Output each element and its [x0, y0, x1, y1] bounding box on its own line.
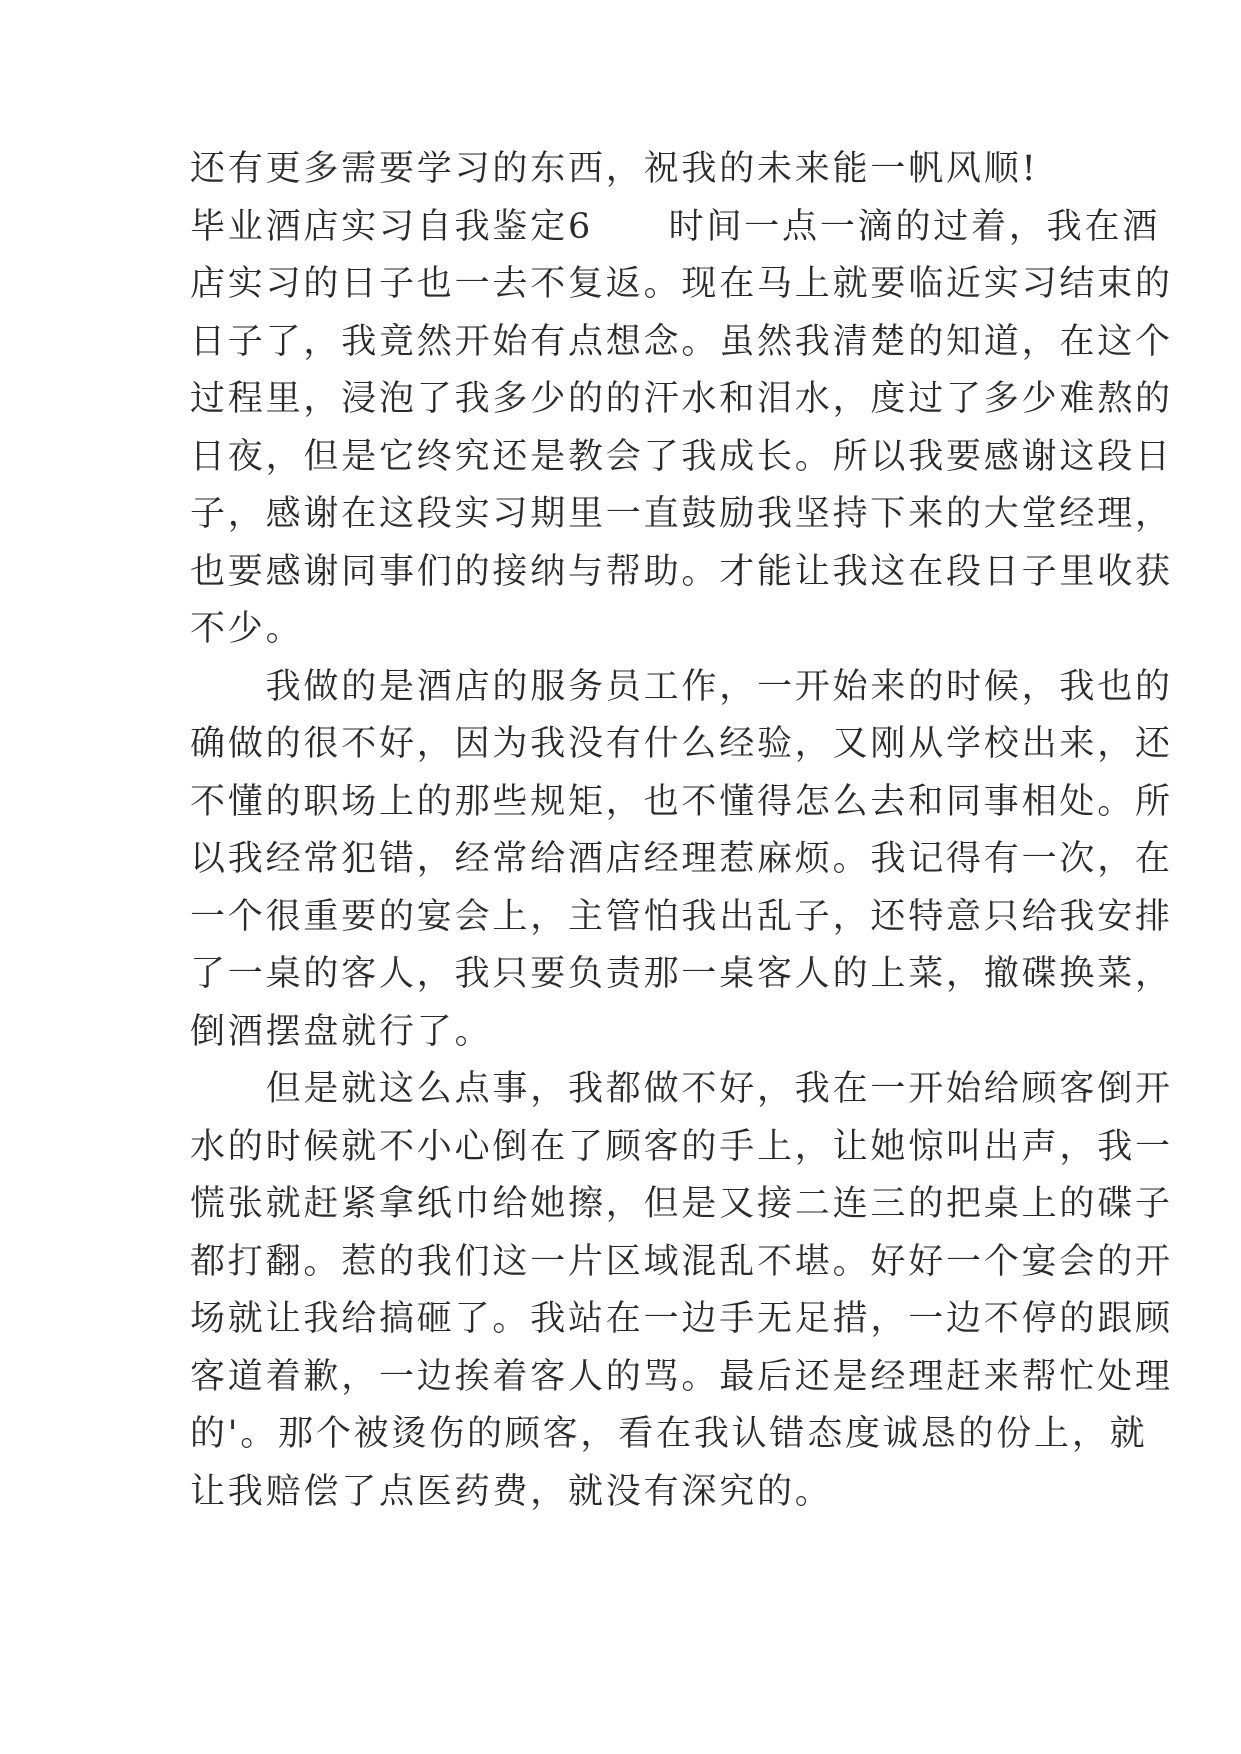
text-line: 场就让我给搞砸了。我站在一边手无足措，一边不停的跟顾 — [190, 1299, 1173, 1339]
text-line: 日子了，我竟然开始有点想念。虽然我清楚的知道，在这个 — [190, 322, 1173, 362]
text-line: 水的时候就不小心倒在了顾客的手上，让她惊叫出声，我一 — [190, 1127, 1173, 1167]
text-line: 慌张就赶紧拿纸巾给她擦，但是又接二连三的把桌上的碟子 — [190, 1184, 1173, 1224]
text-line: 也要感谢同事们的接纳与帮助。才能让我这在段日子里收获 — [190, 552, 1173, 592]
text-line: 不少。 — [190, 609, 304, 649]
text-line: 不懂的职场上的那些规矩，也不懂得怎么去和同事相处。所 — [190, 782, 1173, 822]
text-line: 但是就这么点事，我都做不好，我在一开始给顾客倒开 — [190, 1069, 1173, 1109]
text-line: 过程里，浸泡了我多少的的汗水和泪水，度过了多少难熬的 — [190, 379, 1173, 419]
text-line: 的'。那个被烫伤的顾客，看在我认错态度诚恳的份上，就 — [190, 1414, 1148, 1454]
text-line: 都打翻。惹的我们这一片区域混乱不堪。好好一个宴会的开 — [190, 1242, 1173, 1282]
text-line: 让我赔偿了点医药费，就没有深究的。 — [190, 1472, 833, 1512]
text-line: 店实习的日子也一去不复返。现在马上就要临近实习结束的 — [190, 264, 1173, 304]
text-line: 还有更多需要学习的东西，祝我的未来能一帆风顺! — [190, 149, 1039, 189]
text-line: 以我经常犯错，经常给酒店经理惹麻烦。我记得有一次，在 — [190, 839, 1173, 879]
text-line: 客道着歉，一边挨着客人的骂。最后还是经理赶来帮忙处理 — [190, 1357, 1173, 1397]
text-line: 确做的很不好，因为我没有什么经验，又刚从学校出来，还 — [190, 724, 1173, 764]
text-line: 子，感谢在这段实习期里一直鼓励我坚持下来的大堂经理， — [190, 494, 1173, 534]
text-line: 倒酒摆盘就行了。 — [190, 1012, 493, 1052]
text-line: 毕业酒店实习自我鉴定6 时间一点一滴的过着，我在酒 — [190, 207, 1161, 247]
text-line: 了一桌的客人，我只要负责那一桌客人的上菜，撤碟换菜， — [190, 954, 1173, 994]
text-line: 日夜，但是它终究还是教会了我成长。所以我要感谢这段日 — [190, 437, 1173, 477]
text-line: 我做的是酒店的服务员工作，一开始来的时候，我也的 — [190, 667, 1173, 707]
text-line: 一个很重要的宴会上，主管怕我出乱子，还特意只给我安排 — [190, 897, 1173, 937]
